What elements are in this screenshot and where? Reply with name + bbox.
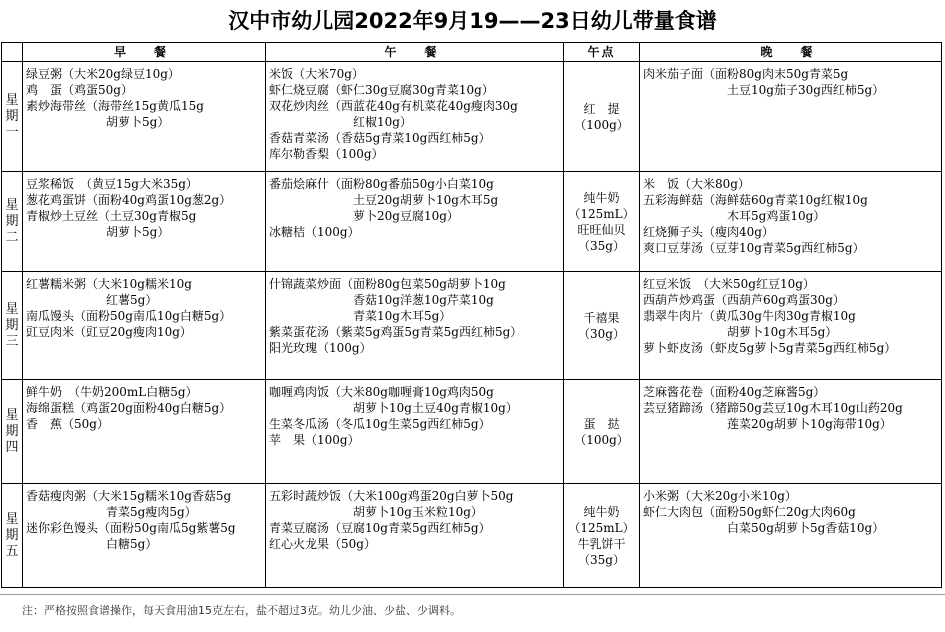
lunch-line: 阳光玫瑰（100g） <box>269 341 372 355</box>
snack-cell <box>564 172 640 272</box>
lunch-line: 什锦蔬菜炒面（面粉80g包菜50g胡萝卜10g <box>269 277 506 291</box>
breakfast-line: 香菇瘦肉粥（大米15g糯米10g香菇5g <box>26 489 232 503</box>
breakfast-line: 红薯5g） <box>106 293 158 307</box>
breakfast-line: 胡萝卜5g） <box>106 115 170 129</box>
snack-line: 蛋 挞 <box>583 416 620 431</box>
day-label-char: 星 <box>5 197 19 213</box>
day-label <box>2 62 23 172</box>
header-breakfast: 早 餐 <box>23 43 266 62</box>
day-label-char: 一 <box>5 124 19 140</box>
dinner-line: 翡翠牛肉片（黄瓜30g牛肉30g青椒10g <box>643 309 856 323</box>
day-label-char: 五 <box>5 543 19 559</box>
day-label-char: 四 <box>5 439 19 455</box>
breakfast-line: 白糖5g） <box>106 537 158 551</box>
footer-note: 注：严格按照食谱操作，每天食用油15克左右，盐不超过3克。幼儿少油、少盐、少调料。 <box>22 604 461 617</box>
snack-line: 纯牛奶 <box>583 504 620 519</box>
dinner-line: 莲菜20g胡萝卜10g海带10g） <box>727 417 892 431</box>
lunch-line: 香菇10g洋葱10g芹菜10g <box>353 293 494 307</box>
dinner-line: 米 饭（大米80g） <box>643 177 750 191</box>
snack-line: 牛乳饼干 <box>577 536 626 551</box>
header-lunch: 午 餐 <box>266 43 564 62</box>
dinner-line: 五彩海鲜菇（海鲜菇60g青菜10g红椒10g <box>643 193 868 207</box>
dinner-line: 萝卜虾皮汤（虾皮5g萝卜5g青菜5g西红柿5g） <box>643 341 897 355</box>
lunch-line: 咖喱鸡肉饭（大米80g咖喱膏10g鸡肉50g <box>269 385 494 399</box>
breakfast-cell <box>23 272 266 380</box>
menu-table <box>1 42 942 588</box>
breakfast-line: 葱花鸡蛋饼（面粉40g鸡蛋10g葱2g） <box>26 193 232 207</box>
lunch-line: 萝卜20g豆腐10g） <box>353 209 459 223</box>
lunch-line: 苹 果（100g） <box>269 433 360 447</box>
day-label-char: 期 <box>5 108 19 124</box>
lunch-line: 红椒10g） <box>353 115 412 129</box>
dinner-line: 白菜50g胡萝卜5g香菇10g） <box>727 521 885 535</box>
day-label-char: 星 <box>5 92 19 108</box>
day-row <box>2 380 942 484</box>
snack-line: （30g） <box>578 326 625 341</box>
breakfast-cell <box>23 172 266 272</box>
dinner-cell <box>640 272 942 380</box>
dinner-line: 胡萝卜10g木耳5g） <box>727 325 838 339</box>
snack-line: （125mL） <box>568 520 635 535</box>
breakfast-line: 青椒炒土豆丝（土豆30g青椒5g <box>26 209 197 223</box>
snack-cell <box>564 484 640 588</box>
breakfast-line: 迷你彩色馒头（面粉50g南瓜5g紫薯5g <box>26 521 236 535</box>
dinner-line: 土豆10g茄子30g西红柿5g） <box>727 83 885 97</box>
lunch-cell <box>266 484 564 588</box>
lunch-line: 胡萝卜10g土豆40g青椒10g） <box>353 401 518 415</box>
breakfast-line: 青菜5g瘦肉5g） <box>106 505 197 519</box>
snack-line: （35g） <box>578 238 625 253</box>
day-row <box>2 272 942 380</box>
day-label <box>2 272 23 380</box>
day-label-char: 三 <box>5 333 19 349</box>
dinner-line: 虾仁大肉包（面粉50g虾仁20g大肉60g <box>643 505 856 519</box>
breakfast-line: 胡萝卜5g） <box>106 225 170 239</box>
snack-line: 红 提 <box>583 101 620 116</box>
lunch-line: 番茄烩麻什（面粉80g番茄50g小白菜10g <box>269 177 494 191</box>
dinner-line: 木耳5g鸡蛋10g） <box>727 209 826 223</box>
lunch-cell <box>266 62 564 172</box>
breakfast-cell <box>23 484 266 588</box>
day-row <box>2 484 942 588</box>
day-label <box>2 380 23 484</box>
snack-line: （100g） <box>574 432 629 447</box>
breakfast-line: 鲜牛奶 （牛奶200mL白糖5g） <box>26 385 198 399</box>
breakfast-line: 豇豆肉米（豇豆20g瘦肉10g） <box>26 325 192 339</box>
lunch-line: 紫菜蛋花汤（紫菜5g鸡蛋5g青菜5g西红柿5g） <box>269 325 523 339</box>
day-label-char: 期 <box>5 213 19 229</box>
lunch-line: 红心火龙果（50g） <box>269 537 376 551</box>
day-label-char: 期 <box>5 423 19 439</box>
lunch-line: 双花炒肉丝（西蓝花40g有机菜花40g瘦肉30g <box>269 99 518 113</box>
lunch-line: 库尔勒香梨（100g） <box>269 147 384 161</box>
dinner-line: 爽口豆芽汤（豆芽10g青菜5g西红柿5g） <box>643 241 865 255</box>
snack-line: 纯牛奶 <box>583 190 620 205</box>
day-label-char: 星 <box>5 301 19 317</box>
breakfast-line: 绿豆粥（大米20g绿豆10g） <box>26 67 180 81</box>
lunch-cell <box>266 272 564 380</box>
snack-line: （125mL） <box>568 206 635 221</box>
lunch-line: 青菜豆腐汤（豆腐10g青菜5g西红柿5g） <box>269 521 491 535</box>
day-label <box>2 484 23 588</box>
snack-cell <box>564 380 640 484</box>
breakfast-cell <box>23 380 266 484</box>
dinner-cell <box>640 380 942 484</box>
snack-line: （100g） <box>574 117 629 132</box>
snack-line: 旺旺仙贝 <box>577 222 626 237</box>
lunch-cell <box>266 172 564 272</box>
breakfast-cell <box>23 62 266 172</box>
dinner-line: 芝麻酱花卷（面粉40g芝麻酱5g） <box>643 385 826 399</box>
snack-line: 千禧果 <box>583 310 620 325</box>
dinner-cell <box>640 484 942 588</box>
lunch-cell <box>266 380 564 484</box>
breakfast-line: 南瓜馒头（面粉50g南瓜10g白糖5g） <box>26 309 232 323</box>
lunch-line: 生菜冬瓜汤（冬瓜10g生菜5g西红柿5g） <box>269 417 491 431</box>
breakfast-line: 素炒海带丝（海带丝15g黄瓜15g <box>26 99 204 113</box>
footer-divider <box>0 594 945 595</box>
lunch-line: 五彩时蔬炒饭（大米100g鸡蛋20g白萝卜50g <box>269 489 514 503</box>
day-row <box>2 172 942 272</box>
dinner-cell <box>640 172 942 272</box>
lunch-line: 冰糖桔（100g） <box>269 225 360 239</box>
day-label <box>2 172 23 272</box>
page-title: 汉中市幼儿园2022年9月19——23日幼儿带量食谱 <box>228 9 717 33</box>
corner-cell <box>2 43 23 62</box>
day-label-char: 星 <box>5 511 19 527</box>
header-row <box>2 43 942 62</box>
lunch-line: 土豆20g胡萝卜10g木耳5g <box>353 193 499 207</box>
dinner-line: 西葫芦炒鸡蛋（西葫芦60g鸡蛋30g） <box>643 293 845 307</box>
dinner-line: 红烧狮子头（瘦肉40g） <box>643 225 774 239</box>
breakfast-line: 红薯糯米粥（大米10g糯米10g <box>26 277 192 291</box>
day-label-char: 期 <box>5 527 19 543</box>
breakfast-line: 鸡 蛋（鸡蛋50g） <box>26 83 133 97</box>
day-label-char: 星 <box>5 407 19 423</box>
lunch-line: 香菇青菜汤（香菇5g青菜10g西红柿5g） <box>269 131 491 145</box>
day-label-char: 期 <box>5 317 19 333</box>
day-label-char: 二 <box>5 229 19 245</box>
breakfast-line: 海绵蛋糕（鸡蛋20g面粉40g白糖5g） <box>26 401 232 415</box>
snack-cell <box>564 62 640 172</box>
header-dinner: 晚 餐 <box>640 43 942 62</box>
breakfast-line: 香 蕉（50g） <box>26 417 109 431</box>
dinner-line: 芸豆猪蹄汤（猪蹄50g芸豆10g木耳10g山药20g <box>643 401 903 415</box>
lunch-line: 青菜10g木耳5g） <box>353 309 452 323</box>
dinner-line: 肉米茄子面（面粉80g肉末50g青菜5g <box>643 67 849 81</box>
dinner-cell <box>640 62 942 172</box>
dinner-line: 小米粥（大米20g小米10g） <box>643 489 797 503</box>
lunch-line: 米饭（大米70g） <box>269 67 364 81</box>
breakfast-line: 豆浆稀饭 （黄豆15g大米35g） <box>26 177 198 191</box>
snack-line: （35g） <box>578 552 625 567</box>
snack-cell <box>564 272 640 380</box>
day-row <box>2 62 942 172</box>
dinner-line: 红豆米饭 （大米50g红豆10g） <box>643 277 815 291</box>
lunch-line: 虾仁烧豆腐（虾仁30g豆腐30g青菜10g） <box>269 83 494 97</box>
lunch-line: 胡萝卜10g玉米粒10g） <box>353 505 483 519</box>
header-snack: 午点 <box>564 43 640 62</box>
